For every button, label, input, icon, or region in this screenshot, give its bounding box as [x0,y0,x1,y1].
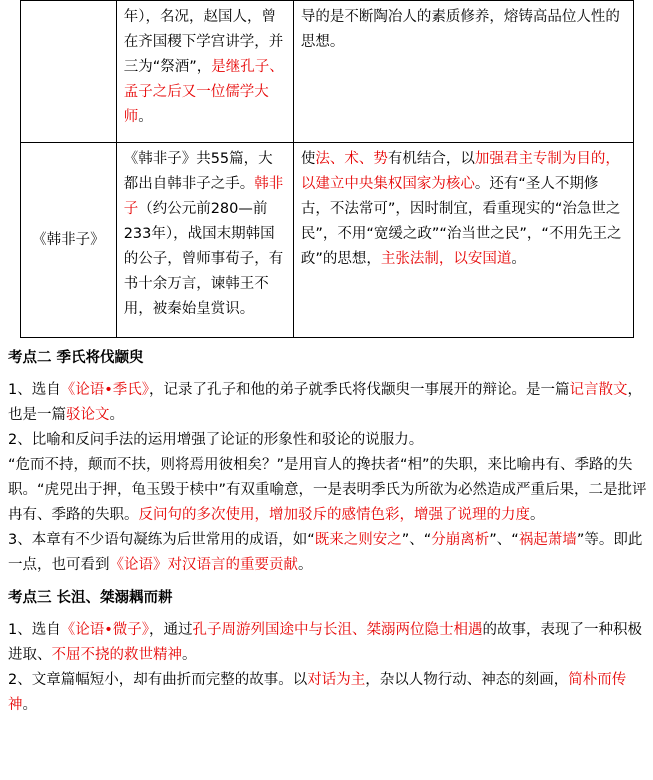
body-text: 年），名况，赵国人，曾在齐国稷下学宫讲学，并三为“祭酒”， [123,9,284,75]
highlight-text: 韩非子 [123,176,284,217]
body-text: 。 [138,109,153,125]
body-text: ，通过 [149,622,193,638]
thought-cell [293,1,633,143]
body-text: （约公元前280—前233年），战国末期韩国的公子，曾师事荀子，有书十余万言，谏韩王不用，被秦始皇赏识。 [123,201,284,317]
body-text: ，杂以人物行动、神态的刻画， [365,672,569,688]
body-text: 使 [300,151,316,167]
highlight-text: 简朴而传神 [8,672,627,713]
highlight-text: 记言散文 [569,382,628,398]
paragraph [8,668,648,718]
highlight-text: 法、术、势 [315,151,388,167]
author-intro-cell [116,143,293,338]
author-intro-cell [116,1,293,143]
body-text: ”、“ [489,532,519,548]
highlight-text: 驳论文 [66,407,110,423]
exam-points [8,345,648,718]
body-text: 的故事，表现了一种积极进取、 [8,622,643,663]
thought-cell [293,143,633,338]
body-text: 1、选自 [8,622,61,638]
body-text: ”等。即此一点，也可看到 [8,532,643,573]
paragraph [8,528,648,578]
highlight-text: 《论语•季氏》 [60,382,150,398]
paragraph [8,453,648,528]
body-text: ”、“ [401,532,432,548]
paragraph [8,428,648,453]
works-table [20,0,634,338]
body-text: 。 [530,507,545,523]
paragraph [8,618,648,668]
body-text: “危而不持，颠而不扶，则将焉用彼相矣？”是用盲人的搀扶者“相”的失职，来比喻冉有、季路的失职。“虎兕出于押，龟玉毁于椟中”有双重喻意，一是表明季氏为所欲为必然造成严重后果，二是批评冉有、季路的失职。 [8,457,647,523]
highlight-text: 分崩离析 [431,532,490,548]
body-text: 有机结合，以 [387,151,475,167]
highlight-text: 反问句的多次使用，增加驳斥的感情色彩，增强了说理的力度 [138,507,530,523]
body-text: ，也是一篇 [8,382,643,423]
highlight-text: 是继孔子、孟子之后又一位儒学大师 [123,59,284,125]
highlight-text: 既来之则安之 [314,532,402,548]
body-text: 。 [298,557,313,573]
body-text: ，记录了孔子和他的弟子就季氏将伐颛臾一事展开的辩论。是一篇 [149,382,570,398]
work-title-cell: 《韩非子》 [21,143,117,338]
section-heading: 考点二 季氏将伐颛臾 [8,350,144,366]
table-row-xunzi [21,1,634,143]
body-text: 导的是不断陶冶人的素质修养，熔铸高品位人性的思想。 [300,9,620,50]
highlight-text: 祸起萧墙 [518,532,577,548]
work-title-cell [21,1,117,143]
section-heading: 考点三 长沮、桀溺耦而耕 [8,590,173,606]
body-text: 。 [22,697,37,713]
body-text: 。 [182,647,197,663]
body-text: 1、选自 [8,382,61,398]
highlight-text: 主张法制，以安国道 [380,251,512,267]
body-text: 。 [511,251,526,267]
body-text: 《韩非子》共55篇，大都出自韩非子之手。 [123,151,273,192]
body-text: 。 [109,407,124,423]
highlight-text: 对话为主 [307,672,366,688]
table-row-hanfeizi [21,143,634,338]
highlight-text: 《论语》对汉语言的重要贡献 [109,557,298,573]
highlight-text: 不屈不挠的救世精神 [51,647,182,663]
highlight-text: 《论语•微子》 [60,622,150,638]
body-text: 2、文章篇幅短小，却有曲折而完整的故事。以 [8,672,308,688]
highlight-text: 加强君主专制为目的，以建立中央集权国家为核心 [300,151,620,192]
body-text: 。还有“圣人不期修古，不法常可”，因时制宜，看重现实的“治急世之民”，不用“宽缓之政”“治当世之民”，“不用先王之政”的思想， [300,176,622,267]
highlight-text: 孔子周游列国途中与长沮、桀溺两位隐士相遇 [192,622,483,638]
paragraph [8,378,648,428]
body-text: 3、本章有不少语句凝练为后世常用的成语，如“ [8,532,315,548]
body-text: 2、比喻和反问手法的运用增强了论证的形象性和驳论的说服力。 [8,432,424,448]
